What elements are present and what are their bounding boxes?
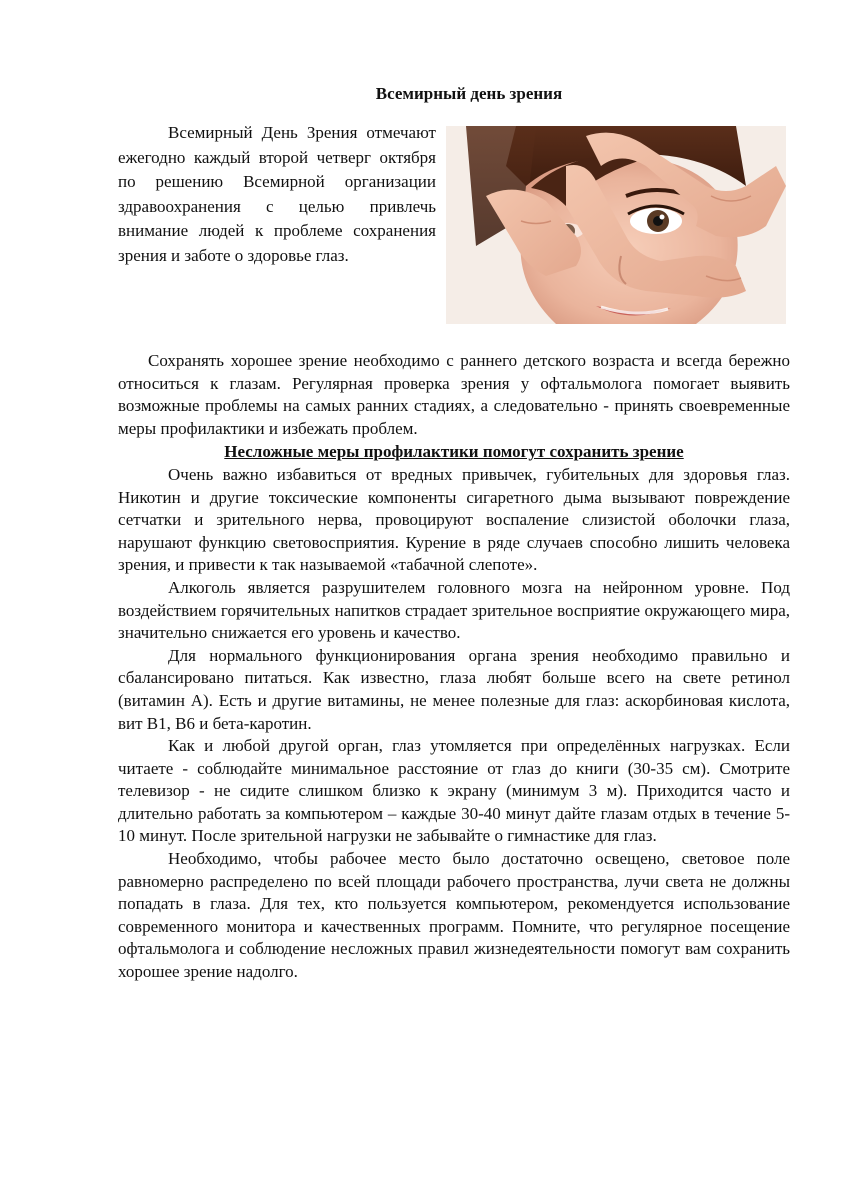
page-title: Всемирный день зрения xyxy=(375,84,563,103)
paragraph-eye-strain: Как и любой другой орган, глаз утомляется при определённых нагрузках. Если читаете - соблюдайте минимальное расстояние от глаз до книги (30-35 см). Смотрите телевизор - не сидите слишком близко к экрану (минимум 3 м). Приходится часто и длительно работать за компьютером – каждые 30-40 минут дайте глазам отдых в течение 5-10 минут. После зрительной нагрузки не забывайте о гимнастике для глаз. xyxy=(118,736,790,846)
paragraph-workplace: Необходимо, чтобы рабочее место было достаточно освещено, световое поле равномерно распределено по всей площади рабочего пространства, лучи света не должны попадать в глаза. Для тех, кто пользуется компьютером, рекомендуется использование современного монитора и качественных программ. Помните, что регулярное посещение офтальмолога и соблюдение несложных правил жизнедеятельности помогут вам сохранить хорошее зрение надолго. xyxy=(118,849,790,982)
intro-paragraph: Всемирный День Зрения отмечают ежегодно каждый второй четверг октября по решению Всемирной организации здравоохранения с целью привлечь внимание людей к проблеме сохранения зрения и заботе о здоровье глаз. xyxy=(118,123,436,265)
woman-framing-eye-with-hands-photo xyxy=(446,126,786,324)
section-subtitle: Несложные меры профилактики помогут сохранить зрение xyxy=(224,442,684,462)
intro-text xyxy=(118,121,436,269)
document-page xyxy=(118,84,790,984)
intro-section xyxy=(118,121,790,343)
paragraph-importance: Сохранять хорошее зрение необходимо с раннего детского возраста и всегда бережно относиться к глазам. Регулярная проверка зрения у офтальмолога помогает выявить возможные проблемы на самых ранних стадиях, а следовательно - принять своевременные меры профилактики и избежать проблем. xyxy=(118,351,790,438)
paragraph-alcohol: Алкоголь является разрушителем головного мозга на нейронном уровне. Под воздействием горячительных напитков страдает зрительное восприятие окружающего мира, значительно снижается его уровень и качество. xyxy=(118,577,790,643)
paragraph-nutrition: Для нормального функционирования органа зрения необходимо правильно и сбалансировано питаться. Как известно, глаза любят больше всего на свете ретинол (витамин А). Есть и другие витамины, не менее полезные для глаз: аскорбиновая кислота, вит В1, В6 и бета-каротин. xyxy=(118,645,790,733)
paragraph-bad-habits: Очень важно избавиться от вредных привычек, губительных для здоровья глаз. Никотин и другие токсические компоненты сигаретного дыма вызывают повреждение сетчатки и зрительного нерва, провоцируют воспаление слизистой оболочки глаза, нарушают функцию световосприятия. Курение в ряде случаев способно лишить человека зрения, и привести к так называемой «табачной слепоте». xyxy=(118,464,790,575)
article-body xyxy=(118,350,790,984)
woman-hands-eye-photo xyxy=(446,126,786,324)
